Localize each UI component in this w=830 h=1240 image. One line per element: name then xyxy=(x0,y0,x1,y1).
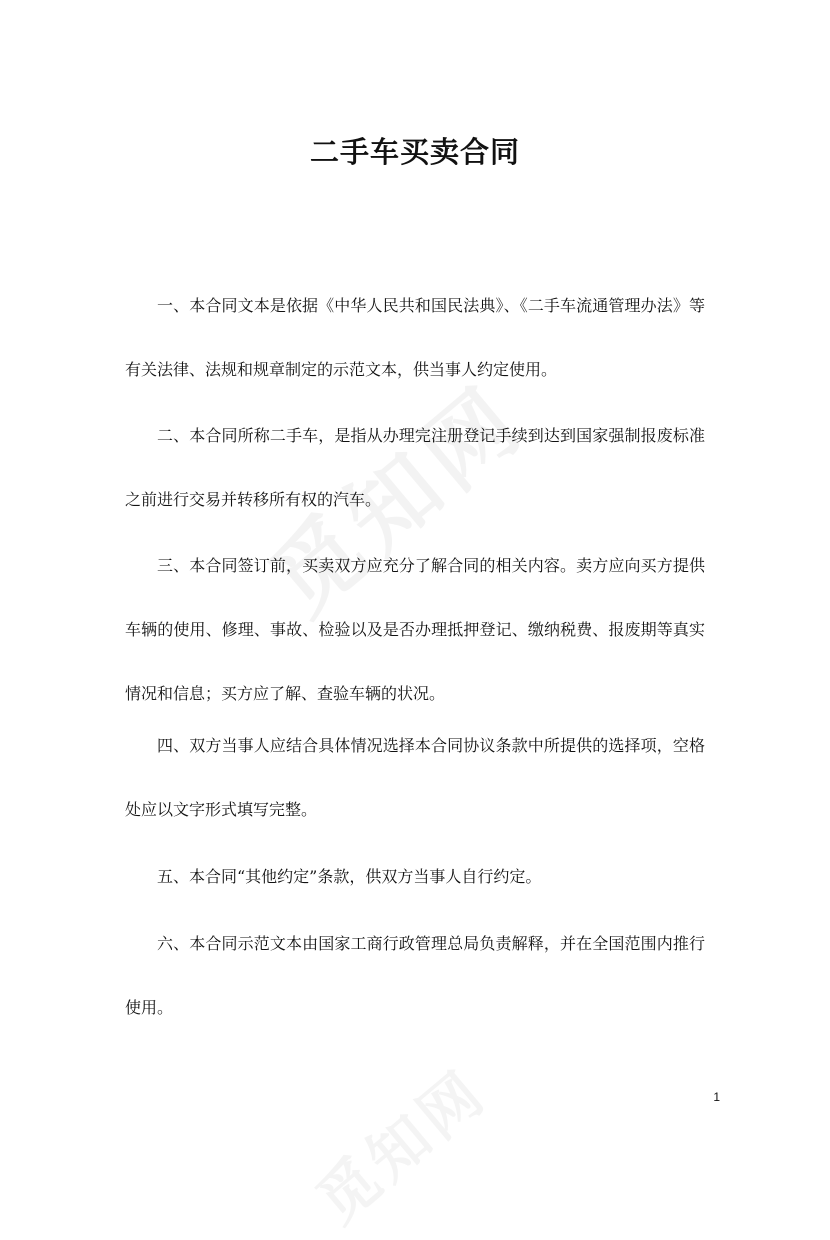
paragraph-1: 一、本合同文本是依据《中华人民共和国民法典》、《二手车流通管理办法》等有关法律、法规和规章制定的示范文本，供当事人约定使用。 xyxy=(125,296,705,379)
paragraph-4: 四、双方当事人应结合具体情况选择本合同协议条款中所提供的选择项，空格处应以文字形式填写完整。 xyxy=(125,736,705,819)
watermark-bottom xyxy=(296,1046,503,1239)
document-title: 二手车买卖合同 xyxy=(309,135,520,169)
page-number: 1 xyxy=(713,1090,720,1104)
paragraph-5: 五、本合同“其他约定”条款，供双方当事人自行约定。 xyxy=(157,867,542,886)
paragraph-2: 二、本合同所称二手车，是指从办理完注册登记手续到达到国家强制报废标准之前进行交易并转移所有权的汽车。 xyxy=(125,426,705,509)
paragraph-6: 六、本合同示范文本由国家工商行政管理总局负责解释，并在全国范围内推行使用。 xyxy=(125,934,705,1017)
paragraph-3: 三、本合同签订前，买卖双方应充分了解合同的相关内容。卖方应向买方提供车辆的使用、修理、事故、检验以及是否办理抵押登记、缴纳税费、报废期等真实情况和信息；买方应了解、查验车辆的状况。 xyxy=(125,556,705,703)
